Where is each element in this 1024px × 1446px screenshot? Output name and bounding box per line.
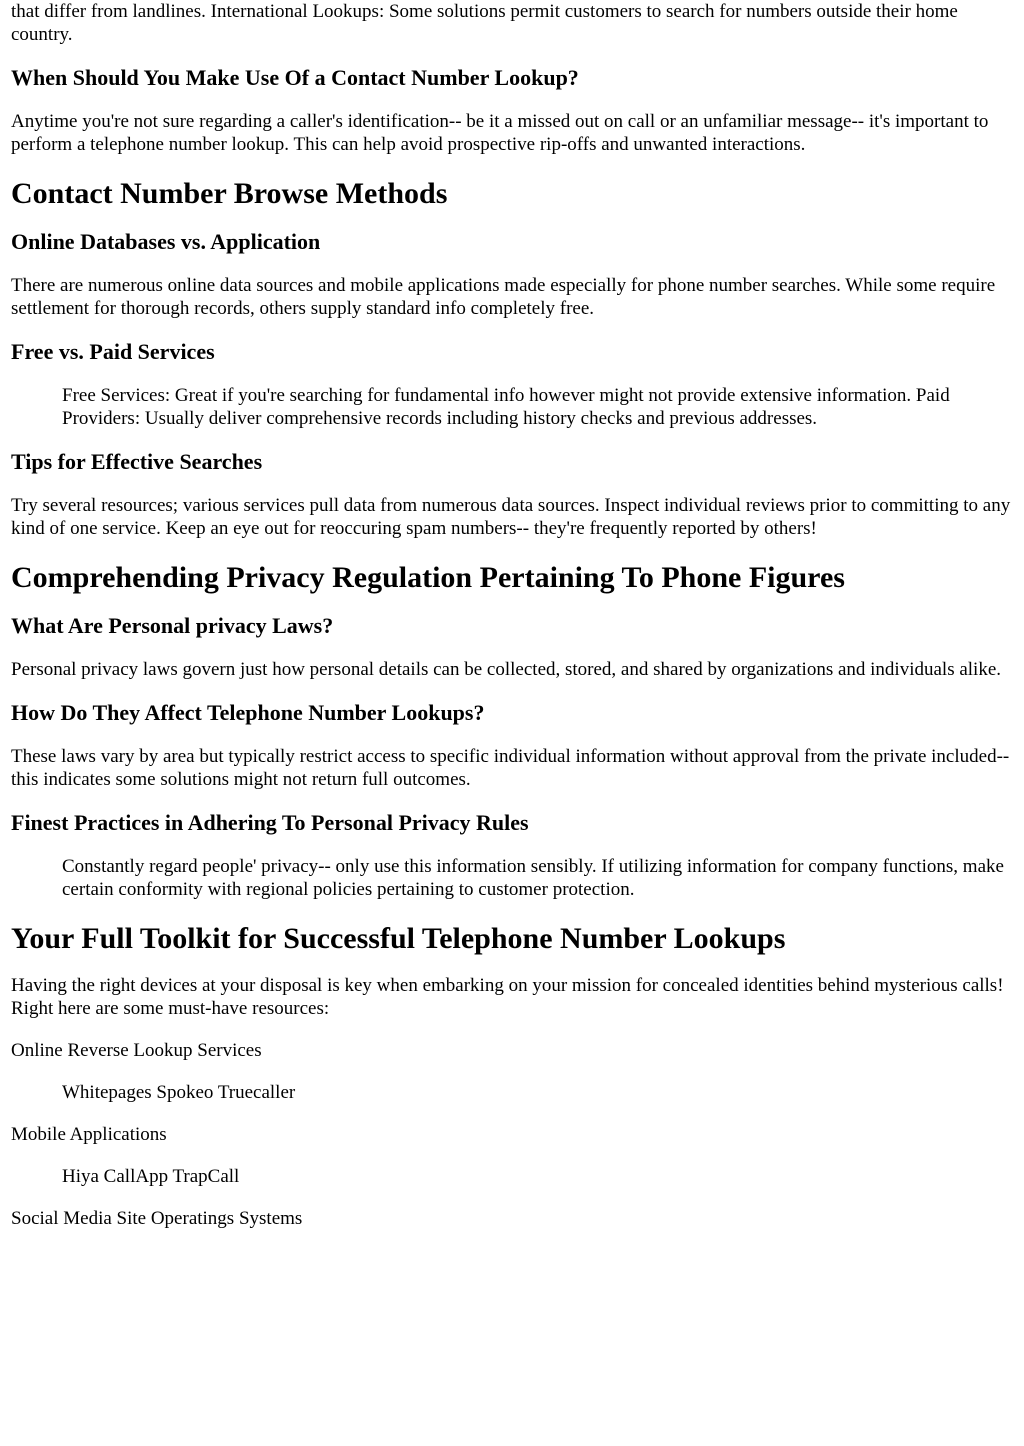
online-databases-paragraph: There are numerous online data sources and mobile applications made especially for phone number searches. While some require settlement for thorough records, others supply standard info completely free. — [11, 275, 996, 319]
free-paid-quote: Free Services: Great if you're searching for fundamental info however might not provide extensive information. Paid Providers: Usually deliver comprehensive records including history checks and previous addresses. — [62, 385, 950, 429]
mobile-apps-label: Mobile Applications — [11, 1124, 167, 1145]
toolkit-paragraph: Having the right devices at your disposal is key when embarking on your mission for concealed identities behind mysterious calls! Right here are some must-have resources: — [11, 975, 1004, 1019]
online-reverse-items: Whitepages Spokeo Truecaller — [62, 1082, 296, 1103]
tips-heading: Tips for Effective Searches — [11, 449, 263, 474]
toolkit-heading: Your Full Toolkit for Successful Telephone Number Lookups — [11, 922, 786, 955]
when-heading: When Should You Make Use Of a Contact Number Lookup? — [11, 65, 579, 90]
free-paid-heading: Free vs. Paid Services — [11, 339, 215, 364]
intro-paragraph: that differ from landlines. International Lookups: Some solutions permit customers to search for numbers outside their home country. — [11, 1, 958, 45]
social-media-label: Social Media Site Operatings Systems — [11, 1208, 303, 1229]
best-practices-heading: Finest Practices in Adhering To Personal Privacy Rules — [11, 810, 529, 835]
best-practices-quote: Constantly regard people' privacy-- only use this information sensibly. If utilizing information for company functions, make certain conformity with regional policies pertaining to customer protection. — [62, 856, 1004, 900]
privacy-laws-heading: What Are Personal privacy Laws? — [11, 613, 334, 638]
online-reverse-label: Online Reverse Lookup Services — [11, 1040, 262, 1061]
methods-heading: Contact Number Browse Methods — [11, 177, 448, 210]
tips-paragraph: Try several resources; various services pull data from numerous data sources. Inspect individual reviews prior to committing to any kind of one service. Keep an eye out for reoccuring spam numbers-- they're frequently reported by others! — [11, 495, 1011, 539]
mobile-apps-items: Hiya CallApp TrapCall — [62, 1166, 240, 1187]
affect-lookups-heading: How Do They Affect Telephone Number Lookups? — [11, 700, 485, 725]
privacy-laws-paragraph: Personal privacy laws govern just how personal details can be collected, stored, and shared by organizations and individuals alike. — [11, 659, 1002, 680]
when-paragraph: Anytime you're not sure regarding a caller's identification-- be it a missed out on call or an unfamiliar message-- it's important to perform a telephone number lookup. This can help avoid prospective rip-offs and unwanted interactions. — [11, 111, 989, 155]
affect-lookups-paragraph: These laws vary by area but typically restrict access to specific individual information without approval from the private included-- this indicates some solutions might not return full outcomes. — [11, 746, 1010, 790]
online-databases-heading: Online Databases vs. Application — [11, 229, 321, 254]
privacy-heading: Comprehending Privacy Regulation Pertaining To Phone Figures — [11, 561, 845, 594]
